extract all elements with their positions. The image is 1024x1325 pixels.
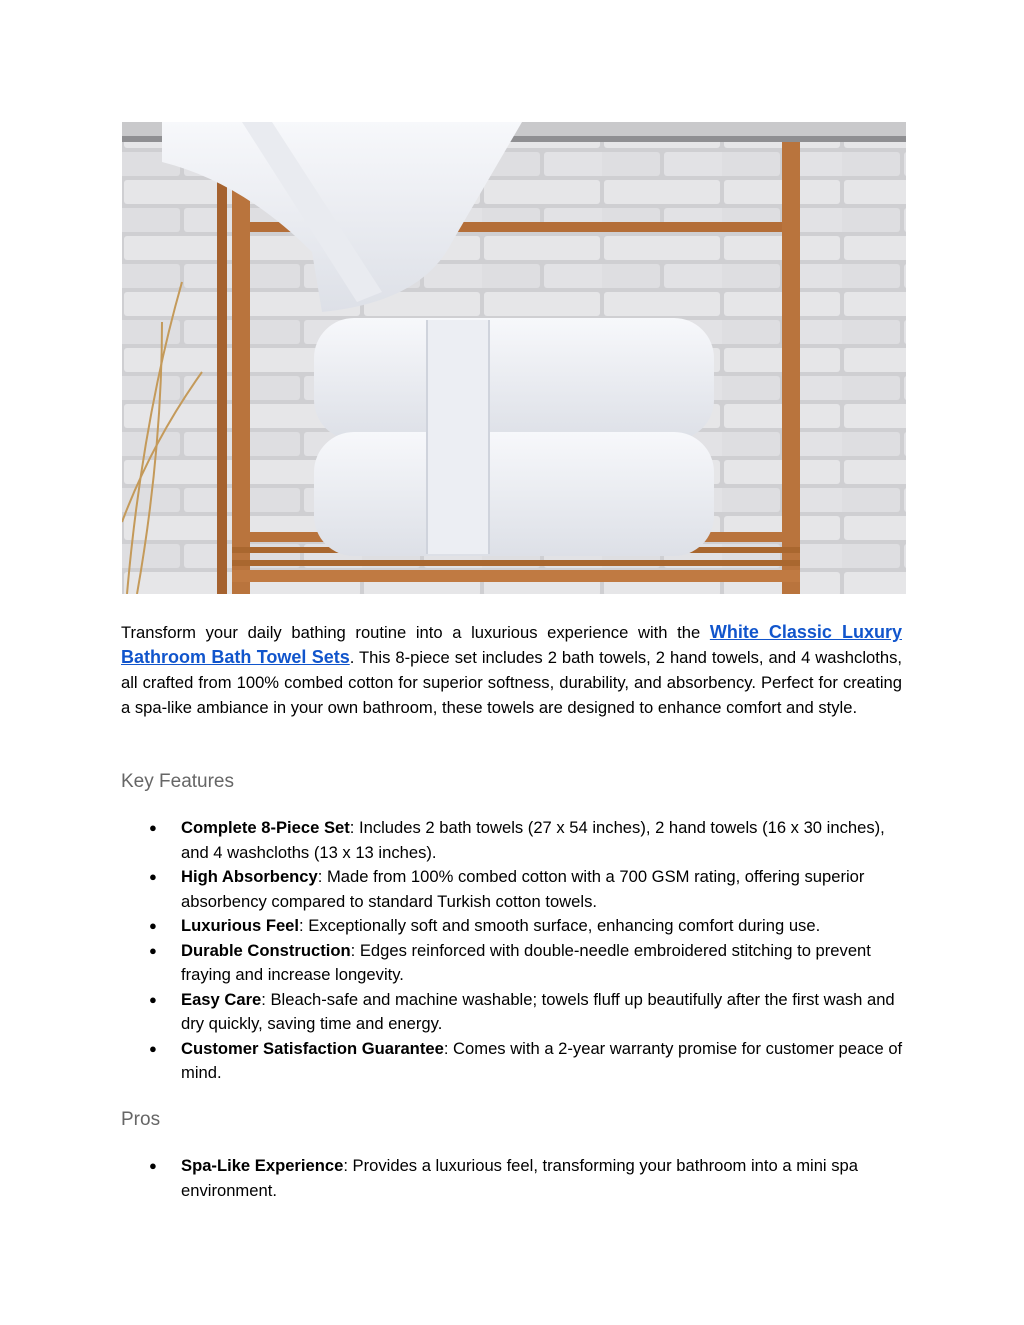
feature-title: Easy Care: [181, 989, 262, 1009]
pro-text: : Provides a luxurious feel, transforming your bathroom into a mini spa environment.: [181, 1156, 858, 1200]
feature-text: : Made from 100% combed cotton with a 700 GSM rating, offering superior absorbency compared to standard Turkish cotton towels.: [181, 867, 865, 911]
list-item: [121, 914, 911, 939]
product-link[interactable]: White Classic Luxury Bathroom Bath Towel Sets: [121, 622, 902, 667]
pros-list: [121, 1154, 911, 1203]
list-item: [121, 865, 911, 914]
list-item: [121, 1154, 911, 1203]
towel-stack-illustration: [122, 122, 906, 594]
intro-text-after: . This 8-piece set includes 2 bath towels, 2 hand towels, and 4 washcloths, all crafted from 100% combed cotton for superior softness, durability, and absorbency. Perfect for creating a spa-like ambiance in your own bathroom, these towels are designed to enhance comfort and style.: [121, 648, 902, 717]
bullet-icon: ●: [149, 991, 157, 1007]
feature-title: Durable Construction: [181, 940, 351, 960]
intro-text-before: Transform your daily bathing routine into a luxurious experience with the: [121, 623, 710, 642]
feature-text: : Comes with a 2-year warranty promise for customer peace of mind.: [181, 1038, 903, 1082]
bullet-icon: ●: [149, 942, 157, 958]
key-features-list: [121, 816, 911, 1086]
bullet-icon: ●: [149, 869, 157, 884]
key-features-heading: Key Features: [121, 771, 234, 792]
feature-title: Complete 8-Piece Set: [181, 818, 350, 837]
feature-title: Customer Satisfaction Guarantee: [181, 1038, 444, 1058]
feature-text: : Edges reinforced with double-needle embroidered stitching to prevent fraying and increase longevity.: [181, 940, 871, 984]
feature-title: Luxurious Feel: [181, 916, 300, 935]
bullet-icon: ●: [149, 1040, 157, 1056]
list-item: [121, 816, 911, 865]
feature-text: : Exceptionally soft and smooth surface, enhancing comfort during use.: [299, 916, 821, 935]
bullet-icon: ●: [149, 820, 157, 835]
bullet-icon: ●: [149, 918, 157, 933]
bullet-icon: ●: [149, 1158, 157, 1173]
product-photo: [122, 122, 906, 594]
pro-title: Spa-Like Experience: [181, 1156, 344, 1175]
list-item: [121, 939, 911, 988]
intro-paragraph: [121, 620, 902, 720]
list-item: [121, 1037, 911, 1086]
feature-title: High Absorbency: [181, 867, 318, 886]
list-item: [121, 988, 911, 1037]
feature-text: : Includes 2 bath towels (27 x 54 inches), 2 hand towels (16 x 30 inches), and 4 washcloths (13 x 13 inches).: [181, 818, 885, 862]
pros-heading: Pros: [121, 1109, 161, 1130]
feature-text: : Bleach-safe and machine washable; towels fluff up beautifully after the first wash and dry quickly, saving time and energy.: [181, 989, 895, 1033]
